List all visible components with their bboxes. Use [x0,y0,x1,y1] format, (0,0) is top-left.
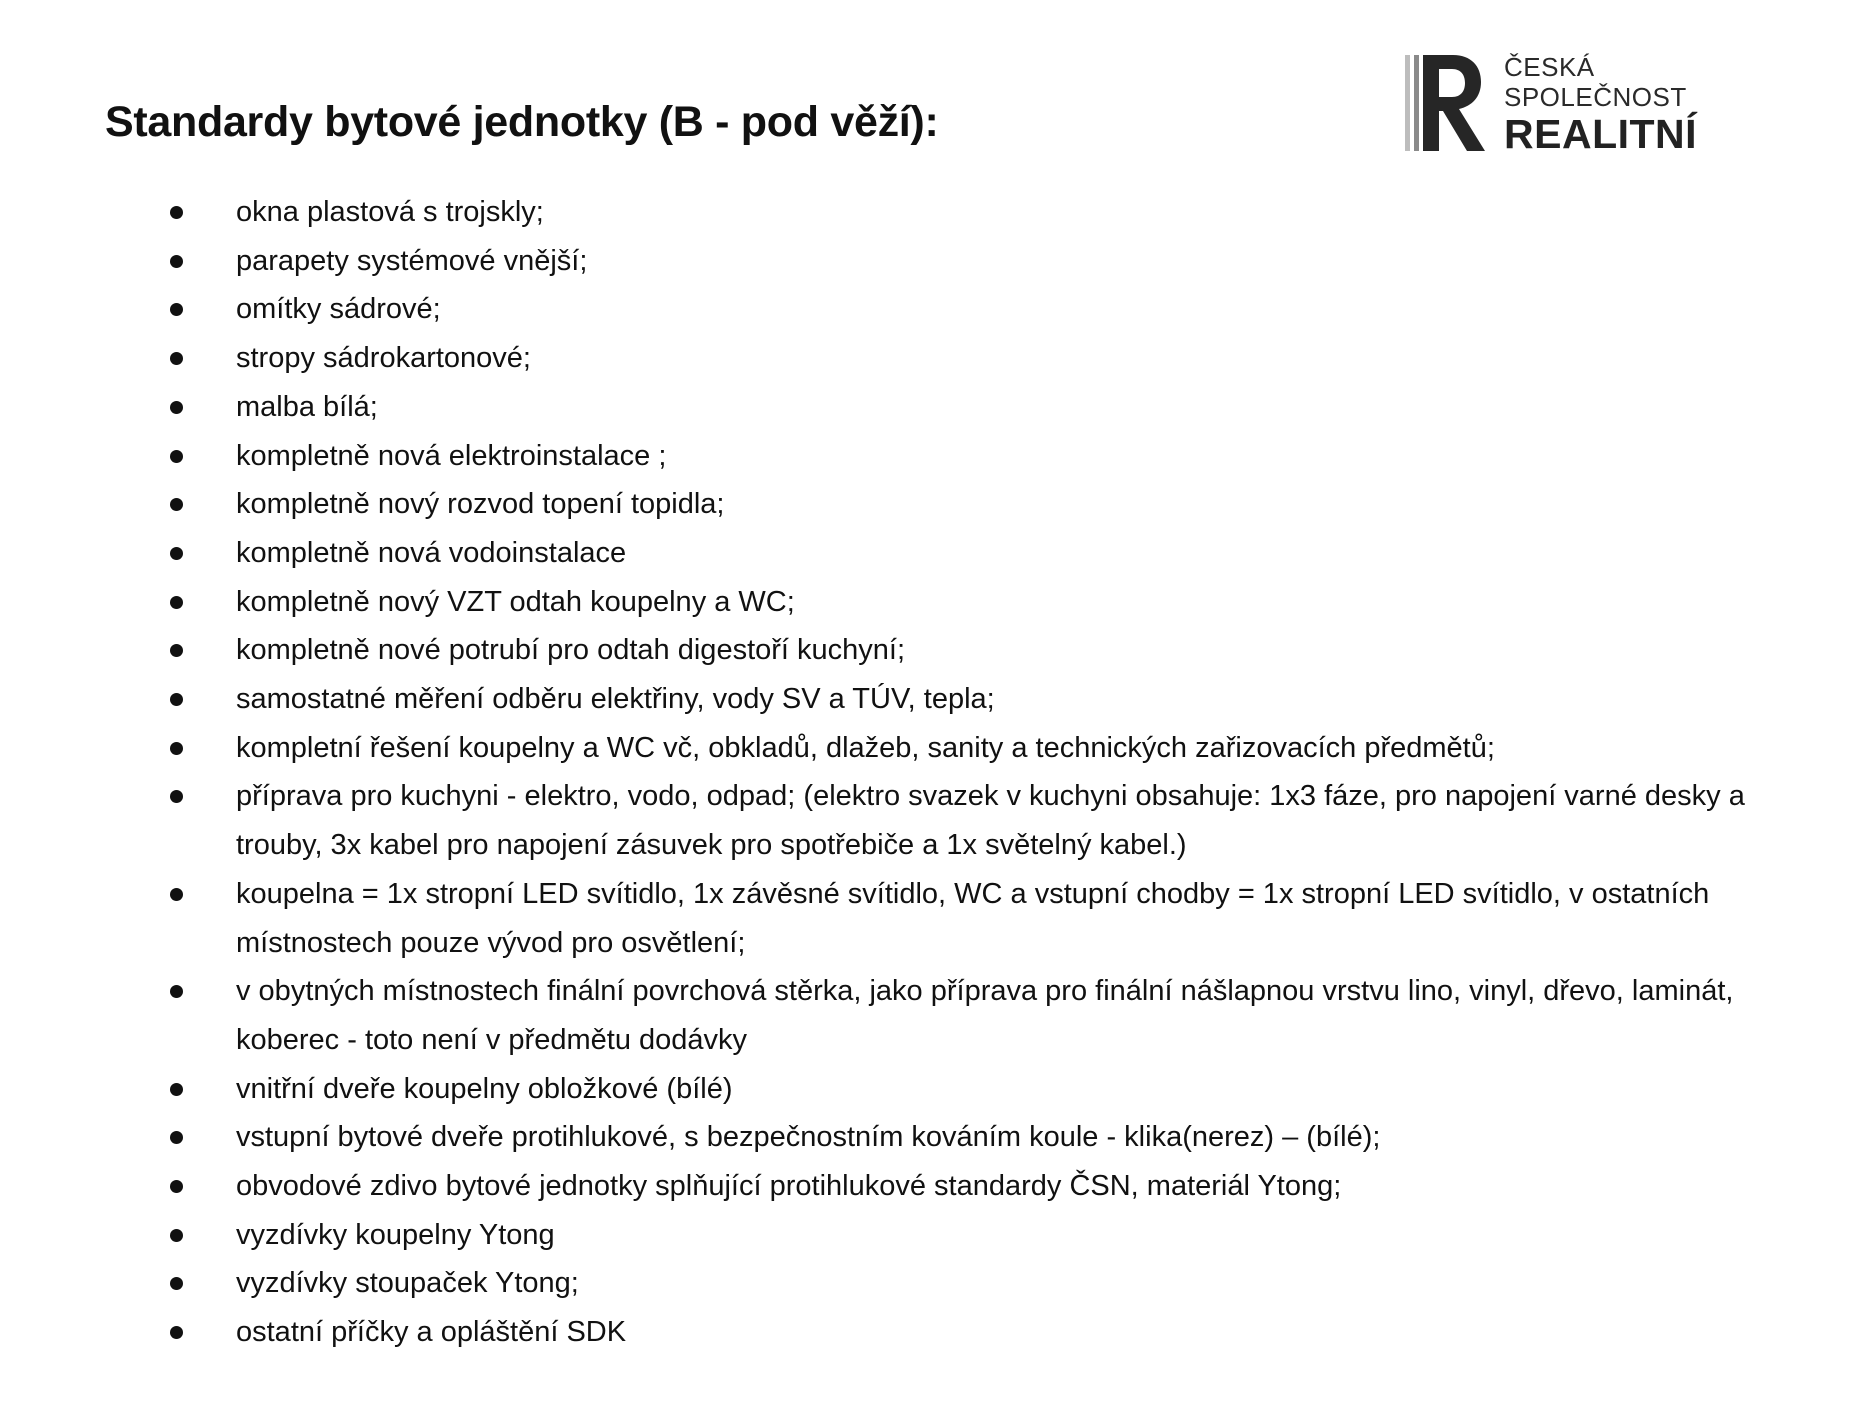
bullet-icon [170,742,183,755]
list-item-text: vyzdívky stoupaček Ytong; [236,1267,579,1300]
list-item-text: obvodové zdivo bytové jednotky splňující protihlukové standardy ČSN, materiál Ytong; [236,1170,1342,1203]
bullet-icon [170,498,183,511]
list-item [170,1162,1750,1211]
page-title: Standardy bytové jednotky (B - pod věží): [105,98,939,146]
logo-line-spolecnost: SPOLEČNOST [1504,82,1687,112]
list-item-text: omítky sádrové; [236,293,441,326]
list-item-text: ostatní příčky a opláštění SDK [236,1316,627,1349]
bullet-icon [170,888,183,901]
bullet-icon [170,1083,183,1096]
list-item [170,1113,1750,1162]
list-item-text: okna plastová s trojskly; [236,196,544,228]
list-item [170,675,1750,724]
list-item-text: koupelna = 1x stropní LED svítidlo, 1x závěsné svítidlo, WC a vstupní chodby = 1x stropní LED svítidlo, v ostatních místnostech pouze vývod pro osvětlení; [236,877,1710,959]
list-item-text: malba bílá; [236,390,378,423]
standards-list [170,188,1750,1357]
list-item-text: kompletně nový VZT odtah koupelny a WC; [236,585,795,618]
list-item-text: vstupní bytové dveře protihlukové, s bezpečnostním kováním koule - klika(nerez) – (bílé); [236,1121,1381,1154]
bullet-icon [170,596,183,609]
list-item-text: vnitřní dveře koupelny obložkové (bílé) [236,1072,733,1105]
list-item [170,334,1750,383]
logo-line-ceska: ČESKÁ [1504,52,1595,82]
bullet-icon [170,790,183,803]
logo-wordmark [1504,52,1697,156]
list-item [170,870,1750,967]
bullet-icon [170,985,183,998]
list-item [170,383,1750,432]
bullet-icon [170,401,183,414]
bullet-icon [170,547,183,560]
bullet-icon [170,1326,183,1339]
list-item [170,1211,1750,1260]
bullet-icon [170,1180,183,1193]
list-item-text: parapety systémové vnější; [236,244,588,277]
list-item [170,1308,1750,1357]
bullet-icon [170,1131,183,1144]
bullet-icon [170,1277,183,1290]
list-item [170,967,1750,1064]
bullet-icon [170,352,183,365]
list-item [170,724,1750,773]
bullet-icon [170,450,183,463]
bullet-icon [170,1229,183,1242]
list-item-text: samostatné měření odběru elektřiny, vody SV a TÚV, tepla; [236,683,995,716]
list-item [170,432,1750,481]
list-item [170,285,1750,334]
list-item-text: v obytných místnostech finální povrchová stěrka, jako příprava pro finální nášlapnou vrstvu lino, vinyl, dřevo, laminát, koberec - toto není v předmětu dodávky [236,975,1734,1056]
list-item-text: vyzdívky koupelny Ytong [236,1218,555,1251]
bullet-icon [170,693,183,706]
list-item-text: kompletní řešení koupelny a WC vč, obkladů, dlažeb, sanity a technických zařizovacích předmětů; [236,731,1495,764]
list-item [170,578,1750,627]
list-item-text: kompletně nová vodoinstalace [236,536,627,569]
list-item [170,480,1750,529]
logo-line-realitni: REALITNÍ [1504,111,1698,157]
list-item-text: kompletně nové potrubí pro odtah digestoří kuchyní; [236,634,906,667]
list-item [170,772,1750,869]
list-item-text: příprava pro kuchyni - elektro, vodo, odpad; (elektro svazek v kuchyni obsahuje: 1x3 fáze, pro napojení varné desky a trouby, 3x kabel pro napojení zásuvek pro spotřebiče a 1x světelný kabel.) [236,780,1745,862]
list-item-text: stropy sádrokartonové; [236,342,531,375]
list-item [170,529,1750,578]
list-item [170,1259,1750,1308]
list-item [170,1065,1750,1114]
list-item [170,626,1750,675]
company-logo [1405,50,1725,155]
list-item [170,188,1750,237]
letter-r-logo-icon [1405,55,1485,151]
bullet-icon [170,303,183,316]
bullet-icon [170,255,183,268]
bullet-icon [170,206,183,219]
list-item [170,237,1750,286]
list-item-text: kompletně nový rozvod topení topidla; [236,488,725,521]
bullet-icon [170,644,183,657]
list-item-text: kompletně nová elektroinstalace ; [236,439,667,472]
